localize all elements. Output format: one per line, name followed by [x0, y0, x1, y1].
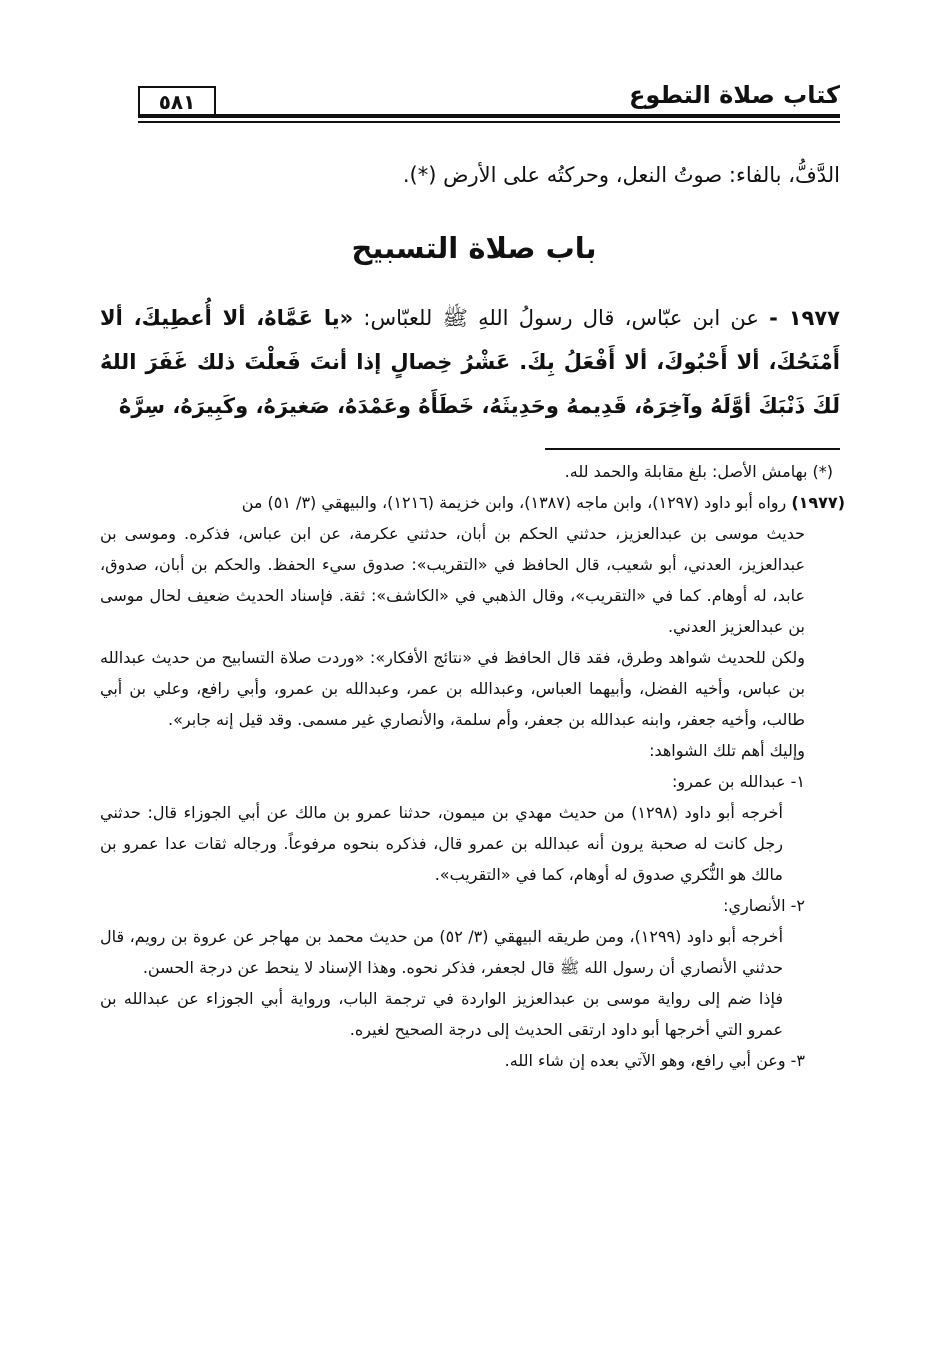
footnote-main — [100, 487, 845, 518]
footnote-main-line: رواه أبو داود (١٢٩٧)، وابن ماجه (١٣٨٧)، وابن خزيمة (١٢١٦)، والبيهقي (٣/ ٥١) من — [241, 493, 787, 512]
witness-title: ١- عبدالله بن عمرو: — [672, 772, 805, 791]
page-header — [138, 78, 840, 126]
hadith-quote: «يا عَمَّاهُ، ألا أُعطِيكَ، ألا أَمْنَحُكَ، ألا أَحْبُوكَ، ألا أَفْعَلُ بِكَ. عَشْرُ خِصالٍ إذا أنتَ فَعلْتَ ذلك غَفَرَ اللهُ لَكَ ذَنْبَكَ أوَّلَهُ وآخِرَهُ، قَدِيمهُ وحَدِيثَهُ، خَطَأَهُ وعَمْدَهُ، صَغيرَهُ، وكَبِيرَهُ، سِرَّهُ — [100, 306, 840, 418]
page-number: ٥٨١ — [138, 86, 216, 116]
header-rule — [138, 114, 840, 118]
intro-line: الدَّفُّ، بالفاء: صوتُ النعل، وحركتُه على الأرض (*). — [402, 163, 840, 187]
intro-text — [108, 152, 840, 198]
footnotes — [100, 456, 845, 1076]
chapter-heading: باب صلاة التسبيح — [351, 231, 597, 265]
hadith-number: ١٩٧٧ - — [769, 306, 840, 330]
footnote-number: (١٩٧٧) — [791, 493, 845, 512]
footnote-star: (*) بهامش الأصل: بلغ مقابلة والحمد لله. — [564, 462, 833, 481]
witness-body: فإذا ضم إلى رواية موسى بن عبدالعزيز الواردة في ترجمة الباب، ورواية أبي الجوزاء عن عبدالله بن عمرو التي أخرجها أبو داود ارتقى الحديث إلى درجة الصحيح لغيره. — [100, 989, 783, 1039]
footnote-divider — [545, 448, 840, 450]
running-title: كتاب صلاة التطوع — [628, 81, 840, 109]
footnote-paragraph: ولكن للحديث شواهد وطرق، فقد قال الحافظ في «نتائج الأفكار»: «وردت صلاة التسابيح من حديث عبدالله بن عباس، وأخيه الفضل، وأبيهما العباس، وعبدالله بن عمر، وعبدالله بن عمرو، وأبي رافع، وعلي بن أبي طالب، وأخيه جعفر، وابنه عبدالله بن جعفر، وأم سلمة، والأنصاري غير مسمى. وقد قيل إنه جابر». — [100, 648, 805, 729]
witness-body: أخرجه أبو داود (١٢٩٨) من حديث مهدي بن ميمون، حدثنا عمرو بن مالك عن أبي الجوزاء قال: حدثني رجل كانت له صحبة يرون أنه عبدالله بن عمرو قال، فذكره بنحوه مرفوعاً. ورجاله ثقات عدا عمرو بن مالك هو النُّكري صدوق له أوهام، كما في «التقريب». — [100, 803, 783, 884]
witness-title: ٢- الأنصاري: — [723, 896, 805, 915]
header-rule-thin — [138, 121, 840, 123]
hadith-text — [100, 296, 840, 428]
witness-title: ٣- وعن أبي رافع، وهو الآتي بعده إن شاء الله. — [504, 1051, 805, 1070]
witness-body: أخرجه أبو داود (١٢٩٩)، ومن طريقه البيهقي (٣/ ٥٢) من حديث محمد بن مهاجر عن عروة بن رويم، قال حدثني الأنصاري أن رسول الله ﷺ قال لجعفر، فذكر نحوه. وهذا الإسناد لا ينحط عن درجة الحسن. — [100, 927, 784, 977]
footnote-paragraph: وإليك أهم تلك الشواهد: — [649, 741, 805, 760]
hadith-intro: عن ابن عبّاس، قال رسولُ اللهِ ﷺ للعبّاس: — [363, 306, 759, 330]
footnote-paragraph: حديث موسى بن عبدالعزيز، حدثني الحكم بن أبان، حدثني عكرمة، عن ابن عباس، فذكره. وموسى بن عبدالعزيز، العدني، أبو شعيب، قال الحافظ في «التقريب»: صدوق سيء الحفظ. والحكم بن أبان، صدوق، عابد، له أوهام. كما في «التقريب»، وقال الذهبي في «الكاشف»: ثقة. فإسناد الحديث ضعيف لحال موسى بن عبدالعزيز العدني. — [100, 524, 805, 636]
